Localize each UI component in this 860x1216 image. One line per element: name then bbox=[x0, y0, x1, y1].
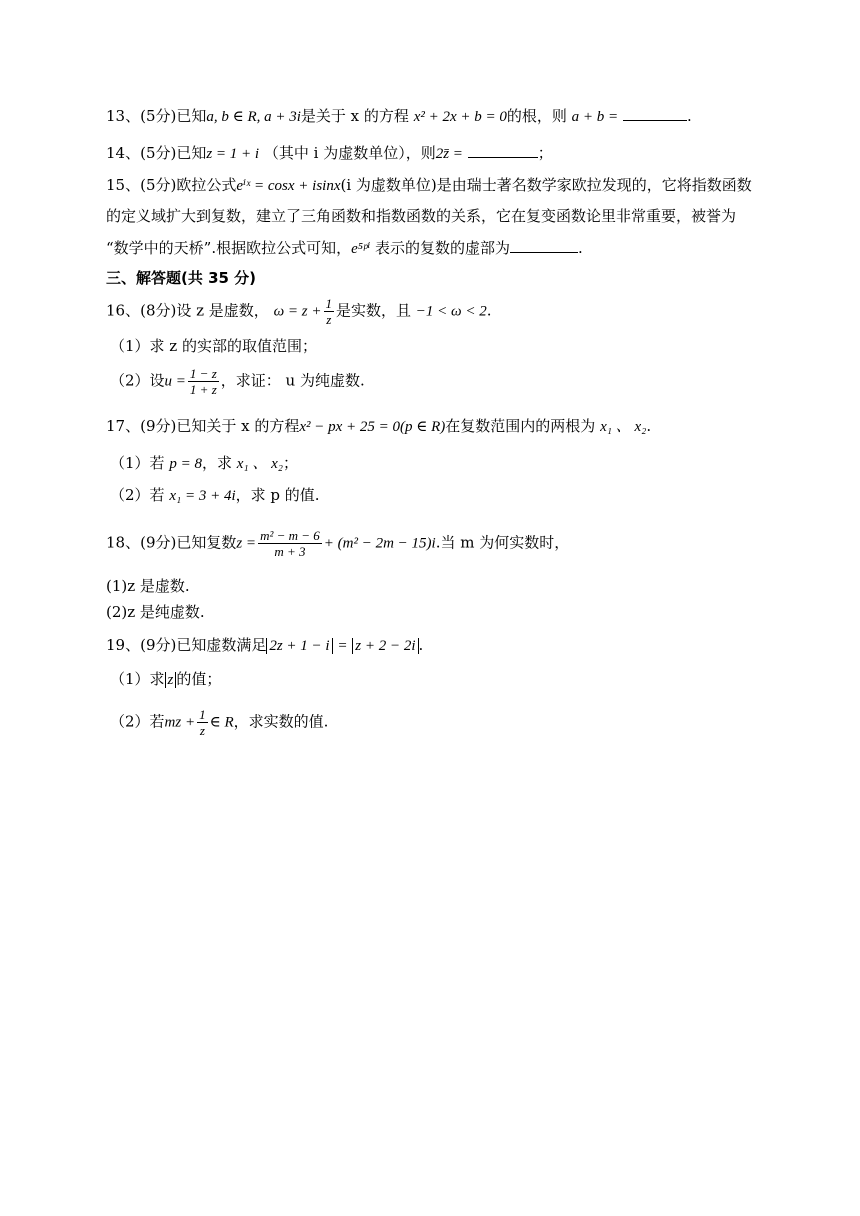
q18-frac-den: m + 3 bbox=[274, 544, 306, 559]
q17-part1-cond: p = 8 bbox=[169, 456, 202, 472]
q17-part1-suffix: ，求 bbox=[201, 454, 232, 472]
q19-eq: = bbox=[337, 638, 348, 654]
q15-line1-suffix: (i 为虚数单位)是由瑞士著名数学家欧拉发现的，它将指数函数 bbox=[340, 176, 752, 194]
q19-part2-num: 1 bbox=[199, 707, 206, 722]
section-heading: 三、解答题(共 35 分) bbox=[106, 269, 257, 287]
q16-part2-u: u = bbox=[164, 373, 186, 390]
q13-suffix: 的根，则 bbox=[506, 107, 567, 125]
q13-answer-blank[interactable] bbox=[623, 106, 687, 121]
q19-part2-suffix: ，求实数的值. bbox=[233, 712, 329, 731]
question-19 bbox=[106, 635, 423, 656]
question-16-part-1 bbox=[110, 336, 317, 356]
question-18-part-1 bbox=[106, 576, 190, 596]
q13-end: . bbox=[686, 107, 692, 125]
q13-prefix: 13、(5分)已知 bbox=[106, 107, 207, 125]
q19-part2-prefix: （2）若 bbox=[110, 712, 165, 731]
q16-part2-prefix: （2）设 bbox=[110, 371, 165, 390]
q16-frac-num: 1 bbox=[325, 296, 332, 311]
q15-end: . bbox=[578, 239, 583, 257]
q19-part2-den: z bbox=[199, 723, 205, 738]
q19-prefix: 19、(9分)已知虚数满足 bbox=[106, 636, 267, 654]
q17-equation: x² − px + 25 = 0 bbox=[299, 419, 401, 435]
q16-part2-fraction bbox=[188, 366, 219, 397]
question-17-part-2 bbox=[110, 485, 320, 506]
question-13 bbox=[106, 106, 692, 127]
q14-prefix: 14、(5分)已知 bbox=[106, 144, 207, 162]
q14-end: ； bbox=[537, 144, 553, 162]
q17-part1-prefix: （1）若 bbox=[110, 454, 165, 472]
q19-part2-mz: mz + bbox=[164, 714, 196, 731]
q17-end: . bbox=[646, 417, 652, 435]
question-15-line-1 bbox=[106, 175, 752, 196]
question-15-line-2 bbox=[106, 206, 736, 226]
q18-z: z = bbox=[236, 535, 257, 552]
q16-range: −1 < ω < 2 bbox=[415, 303, 487, 320]
q19-rhs: z + 2 − 2i bbox=[352, 638, 418, 654]
q19-part1-prefix: （1）求 bbox=[110, 670, 165, 688]
question-16-part-2 bbox=[110, 366, 365, 397]
q17-suffix: 在复数范围内的两根为 bbox=[445, 417, 596, 435]
q16-end: . bbox=[486, 301, 492, 320]
q13-condition: a, b ∈ R, a + 3i bbox=[206, 109, 301, 125]
q17-roots: x₁ 、 x₂ bbox=[600, 419, 647, 435]
q16-part2-num: 1 − z bbox=[189, 366, 217, 381]
q17-part2-prefix: （2）若 bbox=[110, 486, 165, 504]
question-16 bbox=[106, 296, 492, 327]
q15-expression: e⁵ᵖⁱ bbox=[351, 241, 371, 257]
q13-equation: x² + 2x + b = 0 bbox=[413, 109, 507, 125]
q17-condition: (p ∈ R) bbox=[400, 419, 446, 435]
q19-part1-suffix: 的值； bbox=[176, 670, 222, 688]
q17-part2-cond: x₁ = 3 + 4i bbox=[169, 488, 236, 504]
q15-line3-prefix: “数学中的天桥”.根据欧拉公式可知， bbox=[106, 239, 352, 257]
q16-part1: （1）求 z 的实部的取值范围； bbox=[110, 337, 317, 355]
question-14 bbox=[106, 143, 553, 164]
q16-part2-den: 1 + z bbox=[189, 382, 217, 397]
question-18-part-2 bbox=[106, 602, 205, 622]
q16-prefix: 16、(8分)设 z 是虚数， bbox=[106, 301, 269, 320]
q16-omega: ω = z + bbox=[273, 303, 322, 320]
q16-mid: 是实数，且 bbox=[336, 301, 412, 320]
q13-ask: a + b = bbox=[571, 109, 619, 125]
question-18 bbox=[106, 528, 569, 559]
q17-part1-end: ； bbox=[283, 454, 299, 472]
q19-lhs: 2z + 1 − i bbox=[266, 638, 332, 654]
q19-end: . bbox=[418, 636, 424, 654]
q15-answer-blank[interactable] bbox=[510, 238, 578, 253]
q18-frac-num: m² − m − 6 bbox=[260, 528, 320, 543]
q18-suffix: .当 m 为何实数时， bbox=[435, 533, 570, 552]
q18-part2: (2)z 是纯虚数. bbox=[106, 603, 205, 621]
q15-prefix: 15、(5分)欧拉公式 bbox=[106, 176, 237, 194]
q15-formula: eⁱˣ = cosx + isinx bbox=[236, 178, 341, 194]
q19-part2-fraction bbox=[197, 707, 208, 738]
q18-fraction bbox=[258, 528, 322, 559]
q14-ask: 2z̄ = bbox=[435, 146, 463, 162]
q17-prefix: 17、(9分)已知关于 x 的方程 bbox=[106, 417, 300, 435]
q19-part1-abs: z bbox=[165, 672, 177, 688]
question-17 bbox=[106, 416, 651, 437]
q16-frac-den: z bbox=[326, 312, 332, 327]
q18-prefix: 18、(9分)已知复数 bbox=[106, 533, 237, 552]
q16-part2-suffix: ，求证： u 为纯虚数. bbox=[220, 371, 365, 390]
question-17-part-1 bbox=[110, 453, 298, 474]
q17-part2-suffix: ，求 p 的值. bbox=[235, 486, 320, 504]
q18-rest: + (m² − 2m − 15)i bbox=[323, 535, 436, 552]
q17-part1-roots: x₁ 、 x₂ bbox=[236, 456, 283, 472]
q16-fraction bbox=[324, 296, 335, 327]
q13-mid: 是关于 x 的方程 bbox=[300, 107, 409, 125]
q15-line3-suffix: 表示的复数的虚部为 bbox=[375, 239, 511, 257]
q14-answer-blank[interactable] bbox=[468, 143, 538, 158]
question-19-part-1 bbox=[110, 669, 221, 690]
q15-line2: 的定义域扩大到复数，建立了三角函数和指数函数的关系，它在复变函数论里非常重要，被誉为 bbox=[106, 207, 737, 225]
q19-part2-in: ∈ R bbox=[209, 714, 234, 731]
q14-condition: z = 1 + i bbox=[206, 146, 260, 162]
question-19-part-2 bbox=[110, 707, 328, 738]
q18-part1: (1)z 是虚数. bbox=[106, 577, 190, 595]
q14-mid: （其中 i 为虚数单位），则 bbox=[263, 144, 436, 162]
question-15-line-3 bbox=[106, 238, 583, 259]
